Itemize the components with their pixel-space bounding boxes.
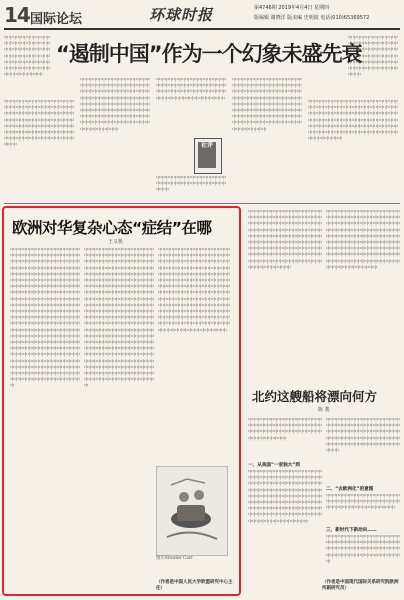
- right-article-headline: 北约这艘船将漂向何方: [252, 389, 378, 404]
- right-author-note: （作者是中国现代国际关系研究院欧洲所副研究员）: [322, 580, 399, 591]
- cartoon-illustration: [156, 466, 228, 556]
- cartoon-drawing: [157, 467, 227, 555]
- masthead-logo: 环球时报: [149, 6, 214, 24]
- right-article-subhead-2: 二、“去欧洲化”的意图: [326, 487, 374, 492]
- issue-info: 第4746期 2019年4月4日 星期四: [254, 5, 329, 11]
- body-text-block: 中中中中中中中中中中中中中中中中中中中中中中中中中中中中中中中中中中中中中中中中中中中中中中中中中中中中中中中中中中中中中中中中中中中中中中中中中中中中中中中中中中中中中中中中中中中中中中中中中中中中中中中中中中中中中中中中中中中中中中中中中中中中中中中中中中中中中中中中中: [80, 78, 150, 133]
- body-text-block: 中中中中中中中中中中中中中中中中中中中中中中中中中中中中中中中中中中中中中中中中中中中中中中中中中中中中中中中中中中中中中中中中中中中中中: [326, 535, 400, 565]
- editorial-badge: [194, 138, 222, 174]
- main-article-headline: 欧洲对华复杂心态“症结”在哪: [12, 219, 212, 237]
- page-header: [4, 2, 400, 30]
- cartoon-credit: 图片/Hunter Carr: [156, 556, 193, 561]
- editor-info: 版编辑 谢晓洋 版美编 史明波 电话(010)65369572: [254, 15, 370, 21]
- body-text-block: 中中中中中中中中中中中中中中中中中中中中中中中中中中中中中中中中中中中中中中中中中中中中中中中中中中中中中中中中中中中中中中中中中中中中中中中中中中中中中中中中中中中中中中中中中中中中中中中中中中中中中中中中中中中中中中中中中中中中中中中中中中中中中中中中中中中中中中中中中中中中中中中中中中中中中中中中中中中中中中中中中中中中中中中中中中中中中中中中中中中中中中中中中中中中中中中中中中中中中中中中中中中中中中中中中中中中中中中中中中中中中中中中中中中中中中中中中中中中中中中中中中中中中中中中中中中中中中中中中中中中中中中中中中中中中中中中中中中中中中中中中中中中中中中中中中中中中中中中中中中中中中中中中中中中中中中中中中中中中中中中中中中中中中中中中中中中中中中中中中中中中中中中中中中中中中中中中: [84, 248, 154, 390]
- body-text-block: 中中中中中中中中中中中中中中中中中中中中中中中中中中中中中中中中中中中中中中中中中中中中中中中中中中中中中中中中中中中中中中中中中中中中中中中中中中中中中中中中中中中中中中中中中中中中中中中中中中中中中中中中中中中中中中中中中中中中中中中中中中中中中中中中中中中中中中中中中中中中中中中中中中中中中中中中中中中中中中中中中中中中中: [326, 210, 400, 271]
- body-text-block: 中中中中中中中中中中中中中中中中中中中中中中中中中中中中中中中中中中中中中中中中中中中中中中中中中中中中中中中中中中中中中中中中中中中中中中中中中中中中中中中中中中中中中中中中中中中中中中中中中中中中中中中中中中中中中中中中中中中中中中中中中中中中中中中中中中中中中中中中中中中中中中中中中中中中中中中中中中中中中中中中中中中: [248, 210, 322, 271]
- top-article: [4, 30, 400, 205]
- top-article-headline: “遏制中国”作为一个幻象未盛先衰: [56, 42, 362, 66]
- main-author-note: （作者是中国人民大学欧盟研究中心主任）: [156, 580, 233, 591]
- right-article-author: 陈 骏: [318, 407, 330, 413]
- body-text-block: 中中中中中中中中中中中中中中中中中中中中中中中中中中中中中中中中中中中中中中中中中中中中中中中中中中中中中中中中中中中中中中中中中中中中中中中中中中中中中中中中中中中中中中中中中中中中中中中中中中中中中中中中中中中中中中中中中中中: [4, 100, 74, 149]
- main-article-author: 王义桅: [108, 239, 124, 245]
- highlighted-article: [2, 206, 241, 596]
- body-text-block: 中中中中中中中中中中中中中中中中中中中中中中中中中中中中中中中中中中中中中中中中中中中中中中中中中中中中中中中中中中中中中中中中中中中中中中中中中中中中中中中中中中中中中中中中中中中中中中中中中中中中中中中中中中中中中中中中中中中中中中中中中中中中中中中中: [308, 100, 398, 143]
- right-article-subhead-1: 一、从美国“一家独大”到: [248, 463, 300, 468]
- body-text-block: 中中中中中中中中中中中中中中中中中中中中中中中中中中中中中中中中中中中中中中中中中中中中中中中中中中中中中中中中中中中中中中中中中中中中中: [4, 36, 50, 79]
- body-text-block: 中中中中中中中中中中中中中中中中中中中中中中中中中中中中中中中中中中中中中中中中中中中中中中中中中中中中中中中中中中中中中中中中中中中中中中中中中中中中中中中中中中中中中中中中中中中中中中中中中中中中中中中中中中中中中中中中中中中中中中中中中中中中中中中中中中中中中中中中: [232, 78, 302, 133]
- body-text-block: 中中中中中中中中中中中中中中中中中中中中中中中中中中中中中中中中中中中中中中中中中中中中中中中中中中中中中中中中中中中中中中中中中中中中中中中中中中中中中中中中中中中中中中中中: [326, 418, 400, 455]
- body-text-block: 中中中中中中中中中中中中中中中中中中中中中中中中中中中中中中中中中中中中中中中中中中中中中中中中中中中中中中中中中中中中中中中中中中中中中: [348, 36, 398, 79]
- section-divider: [4, 203, 400, 204]
- editorial-badge-label: 社评: [198, 142, 216, 168]
- body-text-block: 中中中中中中中中中中中中中中中中中中中中中中中中中中中中中中中中中中中: [156, 176, 226, 194]
- body-text-block: 中中中中中中中中中中中中中中中中中中中中中中中中中中中中中中中中中中中中中中中中中中中中中中中中中中: [326, 494, 400, 512]
- body-text-block: 中中中中中中中中中中中中中中中中中中中中中中中中中中中中中中中中中中中中中中中中中中中中中中中中中中中中中中中中中中中中中中中中中中中中中中中中中中中中中中中中中中中中中中中中中中中中中中中中中中中中中中中中中中中中中中中中中中中中中中中中中中中中中中中中中中中中中中中中中中中中中中中中中中中中中中中中中中中中中中中中中中中中中中中中中中中中中中中中中中中中中中中中中中中中中中中中中中中中中中中中中中中中中中中中中中中中中中中中中中中中中中中中中中中中中中中中中中中中中中中中中中中中中中中中中中中中中中中中中中中中中中中中中中中中中中中中中中中中中中中中中中中中中中中中中中中中中中中中中中中中中中中中中中中中中中中中中中中中中中中中中中中中中中中中中中中中中中中中中中中中中中中中中中中中中中中中中: [10, 248, 80, 390]
- body-text-block: 中中中中中中中中中中中中中中中中中中中中中中中中中中中中中中中中中中中中中中中中中中中中中中中中中中中中中中中中中中中中: [248, 418, 322, 442]
- right-article-subhead-3: 三、新时代下新动向……: [326, 528, 377, 533]
- section-title: 国际论坛: [30, 12, 83, 27]
- body-text-block: 中中中中中中中中中中中中中中中中中中中中中中中中中中中中中中中中中中中中中中中中中中中中中中中中中中中中中中中中中中中中中中中中: [156, 78, 226, 102]
- body-text-block: 中中中中中中中中中中中中中中中中中中中中中中中中中中中中中中中中中中中中中中中中中中中中中中中中中中中中中中中中中中中中中中中中中中中中中中中中中中中中中中中中中中中中中中中中中中中中中中中中中中中中中中中中中中中中中中中中中中中中中中中中中中中中中中中中中中中中中中中中中中中中中中中中中中中中中中: [248, 470, 322, 525]
- body-text-block: 中中中中中中中中中中中中中中中中中中中中中中中中中中中中中中中中中中中中中中中中中中中中中中中中中中中中中中中中中中中中中中中中中中中中中中中中中中中中中中中中中中中中中中中中中中中中中中中中中中中中中中中中中中中中中中中中中中中中中中中中中中中中中中中中中中中中中中中中中中中中中中中中中中中中中中中中中中中中中中中中中中中中中中中中中中中中中中中中中中中中中中中中中中中中中中中中中中中中中中中中中中中中中中中中中中中中中中中中中中中中中中中中: [158, 248, 230, 334]
- page-number: 14: [4, 3, 30, 27]
